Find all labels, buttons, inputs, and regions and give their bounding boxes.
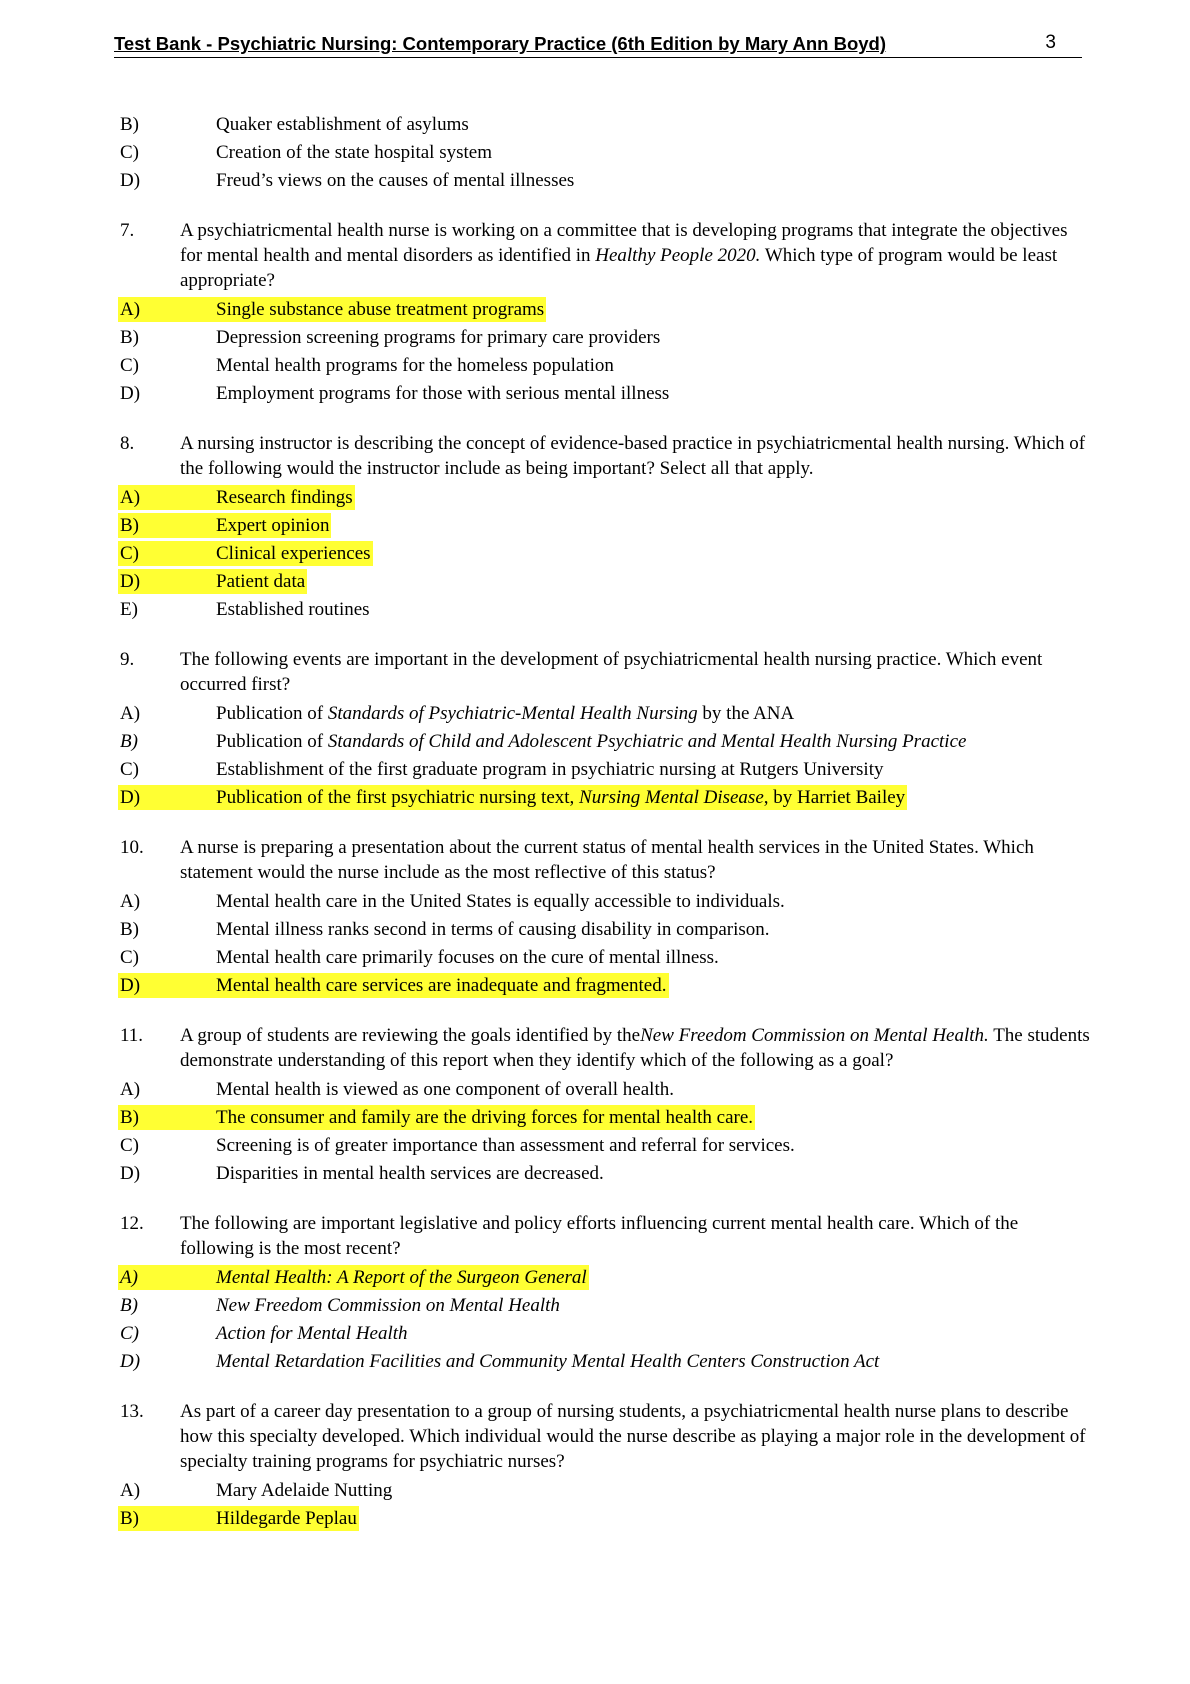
option-text (216, 701, 796, 726)
question-text (180, 1399, 1090, 1474)
answer-option (120, 889, 1090, 917)
option-letter: C) (120, 142, 139, 163)
option-letter: C) (120, 947, 139, 968)
answer-option (120, 1321, 1090, 1349)
answer-option (120, 297, 1090, 325)
option-letter: B) (120, 1107, 139, 1128)
question-list (120, 112, 1090, 1534)
option-text: Mary Adelaide Nutting (216, 1480, 393, 1501)
option-text: Research findings (216, 487, 353, 508)
option-letter: C) (120, 759, 139, 780)
answer-option (120, 569, 1090, 597)
question-number: 7. (120, 220, 135, 241)
text-run: Nursing Mental Disease (579, 787, 764, 808)
answer-option (120, 1161, 1090, 1189)
question-number: 8. (120, 433, 135, 454)
answer-option (120, 381, 1090, 409)
answer-option (120, 485, 1090, 513)
answer-option (120, 1349, 1090, 1377)
text-run: The students demonstrate understanding of this report when they identify which of the following as a goal? (180, 1025, 1090, 1071)
option-text (216, 785, 907, 810)
option-text: Clinical experiences (216, 543, 371, 564)
option-letter: A) (120, 703, 141, 724)
option-text: Employment programs for those with serious mental illness (216, 383, 670, 404)
question-text (180, 1023, 1090, 1073)
option-letter: A) (120, 487, 141, 508)
answer-option (120, 757, 1090, 785)
option-text: Depression screening programs for primary care providers (216, 327, 661, 348)
answer-option (120, 945, 1090, 973)
option-text (216, 1349, 881, 1374)
text-run: A psychiatricmental health nurse is working on a committee that is developing programs that integrate the objectives for mental health and mental disorders as identified in (180, 220, 1068, 266)
option-letter: A) (120, 1267, 138, 1288)
text-run: A nurse is preparing a presentation about the current status of mental health services in the United States. Which statement would the nurse include as the most reflective of this status? (180, 837, 1034, 883)
answer-option (120, 701, 1090, 729)
option-letter: B) (120, 114, 139, 135)
option-text: Disparities in mental health services are decreased. (216, 1163, 604, 1184)
text-run: Standards of Child and Adolescent Psychiatric and Mental Health Nursing Practice (327, 731, 967, 752)
answer-option (120, 1077, 1090, 1105)
option-letter: D) (120, 1163, 141, 1184)
option-text: Established routines (216, 599, 370, 620)
option-letter: C) (120, 543, 139, 564)
answer-option (120, 541, 1090, 569)
question-number: 11. (120, 1025, 144, 1046)
option-letter: A) (120, 1480, 141, 1501)
option-text: Hildegarde Peplau (216, 1508, 357, 1529)
option-text (216, 1321, 410, 1346)
question-stem (120, 431, 1090, 481)
option-letter: B) (120, 1295, 138, 1316)
option-letter: B) (120, 1508, 139, 1529)
answer-option (120, 1478, 1090, 1506)
answer-option (120, 168, 1090, 196)
question-number: 12. (120, 1213, 144, 1234)
text-run: New Freedom Commission on Mental Health (216, 1295, 560, 1316)
answer-option (120, 597, 1090, 625)
option-text (216, 1265, 589, 1290)
header-title: Test Bank - Psychiatric Nursing: Contemporary Practice (6th Edition by Mary Ann Boyd) (114, 33, 887, 54)
question-stem (120, 647, 1090, 697)
option-letter: A) (120, 299, 141, 320)
text-run: Standards of Psychiatric-Mental Health Nursing (327, 703, 698, 724)
option-letter: B) (120, 919, 139, 940)
text-run: The following are important legislative and policy efforts influencing current mental health care. Which of the following is the most recent? (180, 1213, 1019, 1259)
answer-option (120, 1506, 1090, 1534)
text-run: As part of a career day presentation to a group of nursing students, a psychiatricmental health nurse plans to describe how this specialty developed. Which individual would the nurse describe as playing a major role in the development of specialty training programs for psychiatric nurses? (180, 1401, 1086, 1472)
option-text: Mental illness ranks second in terms of causing disability in comparison. (216, 919, 770, 940)
option-letter: B) (120, 731, 138, 752)
option-letter: C) (120, 1135, 139, 1156)
answer-option (120, 325, 1090, 353)
option-text: The consumer and family are the driving forces for mental health care. (216, 1107, 754, 1128)
option-letter: B) (120, 327, 139, 348)
answer-option (120, 917, 1090, 945)
answer-option (120, 785, 1090, 813)
option-text: Mental health programs for the homeless population (216, 355, 614, 376)
answer-option (120, 513, 1090, 541)
option-text: Mental health is viewed as one component of overall health. (216, 1079, 674, 1100)
text-run: Action for Mental Health (216, 1323, 408, 1344)
question-text (180, 1211, 1090, 1261)
option-letter: B) (120, 515, 139, 536)
question-stem (120, 218, 1090, 293)
option-letter: D) (120, 383, 141, 404)
option-text: Patient data (216, 571, 306, 592)
text-run: A group of students are reviewing the goals identified by the (180, 1025, 641, 1046)
answer-option (120, 112, 1090, 140)
question-stem (120, 1399, 1090, 1474)
option-text: Quaker establishment of asylums (216, 114, 469, 135)
option-text: Establishment of the first graduate program in psychiatric nursing at Rutgers University (216, 759, 884, 780)
option-letter: D) (120, 170, 141, 191)
option-letter: A) (120, 1079, 141, 1100)
question-stem (120, 835, 1090, 885)
option-letter: E) (120, 599, 138, 620)
text-run: Healthy People 2020. (595, 245, 761, 266)
answer-option (120, 729, 1090, 757)
text-run: New Freedom Commission on Mental Health. (640, 1025, 989, 1046)
option-text: Mental health care services are inadequate and fragmented. (216, 975, 667, 996)
text-run: A nursing instructor is describing the concept of evidence-based practice in psychiatricmental health nursing. Which of the following would the instructor include as being important? Select all that apply. (180, 433, 1086, 479)
text-run: Mental Health: A Report of the Surgeon General (216, 1267, 587, 1288)
option-letter: D) (120, 975, 141, 996)
answer-option (120, 1293, 1090, 1321)
text-run: by the ANA (697, 703, 795, 724)
question-number: 10. (120, 837, 144, 858)
answer-option (120, 1265, 1090, 1293)
answer-option (120, 140, 1090, 168)
question-stem (120, 1023, 1090, 1073)
text-run: Which type of program would be least appropriate? (180, 245, 1058, 291)
page-number: 3 (1045, 32, 1056, 53)
option-text (216, 729, 968, 754)
answer-option (120, 973, 1090, 1001)
question-text (180, 218, 1090, 293)
answer-option (120, 1105, 1090, 1133)
text-run: , by Harriet Bailey (763, 787, 906, 808)
question-number: 9. (120, 649, 135, 670)
option-text: Mental health care in the United States is equally accessible to individuals. (216, 891, 785, 912)
option-letter: D) (120, 571, 141, 592)
option-text: Freud’s views on the causes of mental illnesses (216, 170, 575, 191)
text-run: Publication of (216, 731, 328, 752)
text-run: Publication of the first psychiatric nursing text, (216, 787, 580, 808)
answer-option (120, 1133, 1090, 1161)
answer-option (120, 353, 1090, 381)
option-letter: D) (120, 1351, 141, 1372)
question-number: 13. (120, 1401, 144, 1422)
text-run: Publication of (216, 703, 328, 724)
option-text: Screening is of greater importance than assessment and referral for services. (216, 1135, 795, 1156)
option-letter: D) (120, 787, 141, 808)
question-text (180, 835, 1090, 885)
option-text: Mental health care primarily focuses on the cure of mental illness. (216, 947, 719, 968)
text-run: Mental Retardation Facilities and Community Mental Health Centers Construction Act (216, 1351, 880, 1372)
option-letter: A) (120, 891, 141, 912)
option-text: Expert opinion (216, 515, 330, 536)
question-text (180, 647, 1090, 697)
question-text (180, 431, 1090, 481)
text-run: The following events are important in the development of psychiatricmental health nursing practice. Which event occurred first? (180, 649, 1043, 695)
option-letter: C) (120, 1323, 139, 1344)
option-letter: C) (120, 355, 139, 376)
page-header (114, 32, 1082, 58)
option-text (216, 1293, 562, 1318)
option-text: Single substance abuse treatment programs (216, 299, 545, 320)
option-text: Creation of the state hospital system (216, 142, 492, 163)
question-stem (120, 1211, 1090, 1261)
